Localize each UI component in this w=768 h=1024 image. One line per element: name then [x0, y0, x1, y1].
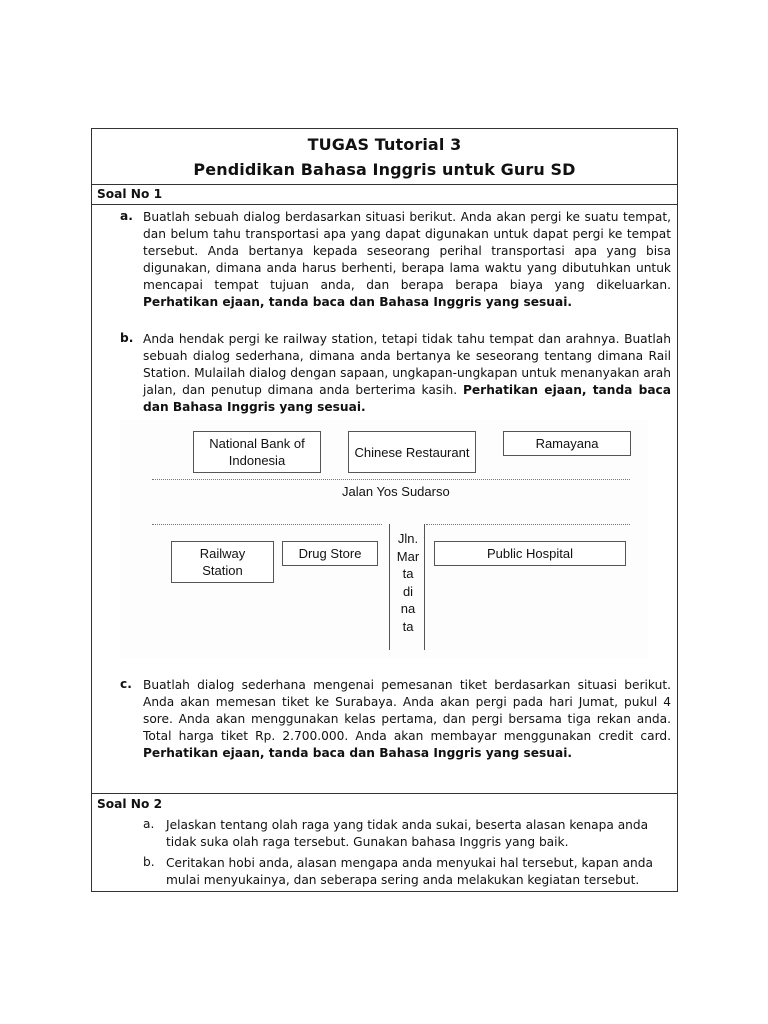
- soal2-label: Soal No 2: [97, 797, 163, 811]
- header-divider: [91, 184, 678, 185]
- map-public-hospital: Public Hospital: [434, 541, 626, 566]
- street-yos-sudarso: Jalan Yos Sudarso: [342, 484, 450, 499]
- street-martadinata-part: Mar: [396, 548, 420, 564]
- soal1-b-letter: b.: [120, 331, 134, 345]
- document-title: TUGAS Tutorial 3: [307, 135, 462, 154]
- street-martadinata: [388, 530, 428, 635]
- street-martadinata-part: Jln.: [397, 531, 419, 546]
- map-drug-store: Drug Store: [282, 541, 378, 566]
- soal1-c-text: [143, 677, 671, 762]
- soal1-c-body: Buatlah dialog sederhana mengenai pemesanan tiket berdasarkan situasi berikut. Anda akan memesan tiket ke Surabaya. Anda akan pergi pada hari Jumat, pukul 4 sore. Anda akan menggunakan kelas pertama, dan pergi bersama tiga rekan anda. Total harga tiket Rp. 2.700.000. Anda akan membayar menggunakan credit card.: [143, 678, 671, 743]
- map-national-bank: National Bank of Indonesia: [193, 431, 321, 473]
- map-railway-station: Railway Station: [171, 541, 274, 583]
- soal1-c-letter: c.: [120, 677, 132, 691]
- soal1-a-body: Buatlah sebuah dialog berdasarkan situasi berikut. Anda akan pergi ke suatu tempat, dan belum tahu transportasi apa yang dapat digunakan untuk dapat pergi ke tempat tersebut. Anda bertanya kepada seseorang perihal transportasi apa yang bisa digunakan, dimana anda harus berhenti, berapa lama waktu yang dibutuhkan untuk mencapai tempat tujuan anda, dan berapa berapa biaya yang dikeluarkan.: [143, 210, 671, 292]
- soal2-b-text: Ceritakan hobi anda, alasan mengapa anda menyukai hal tersebut, kapan anda mulai menyukainya, dan seberapa sering anda melakukan kegiatan tersebut.: [166, 856, 653, 887]
- soal1-c-emphasis: Perhatikan ejaan, tanda baca dan Bahasa Inggris yang sesuai.: [143, 746, 573, 760]
- street-martadinata-part: ta: [402, 618, 414, 634]
- soal1-a-text: [143, 209, 671, 311]
- soal2-a-letter: a.: [143, 817, 155, 831]
- soal2-b-letter: b.: [143, 855, 155, 869]
- road-edge-top: [152, 479, 630, 480]
- street-map: [120, 420, 648, 658]
- soal1-a-letter: a.: [120, 209, 133, 223]
- road-edge-bottom-left: [152, 524, 382, 525]
- soal2-a-text: Jelaskan tentang olah raga yang tidak anda sukai, beserta alasan kenapa anda tidak suka olah raga tersebut. Gunakan bahasa Inggris yang baik.: [166, 818, 649, 849]
- soal1-a-emphasis: Perhatikan ejaan, tanda baca dan Bahasa Inggris yang sesuai.: [143, 295, 573, 309]
- map-ramayana: Ramayana: [503, 431, 631, 456]
- soal1-label: Soal No 1: [97, 187, 163, 201]
- soal1-b-emphasis: Perhatikan ejaan, tanda baca dan Bahasa Inggris yang sesuai.: [143, 383, 671, 414]
- street-martadinata-part: ta: [402, 566, 414, 581]
- soal1-b-text: [143, 331, 671, 416]
- street-martadinata-part: di: [402, 583, 414, 599]
- soal1-b-body: Anda hendak pergi ke railway station, tetapi tidak tahu tempat dan arahnya. Buatlah sebuah dialog sederhana, dimana anda bertanya ke seseorang tentang dimana Rail Station. Mulailah dialog dengan sapaan, ungkapan-ungkapan untuk menanyakan arah jalan, dan penutup dimana anda berterima kasih.: [143, 332, 671, 397]
- document-subtitle: Pendidikan Bahasa Inggris untuk Guru SD: [193, 160, 576, 179]
- soal2-divider: [91, 793, 678, 794]
- road-edge-bottom-right: [426, 524, 630, 525]
- soal1-label-divider: [91, 204, 678, 205]
- map-chinese-restaurant: Chinese Restaurant: [348, 431, 476, 473]
- street-martadinata-part: na: [400, 601, 416, 616]
